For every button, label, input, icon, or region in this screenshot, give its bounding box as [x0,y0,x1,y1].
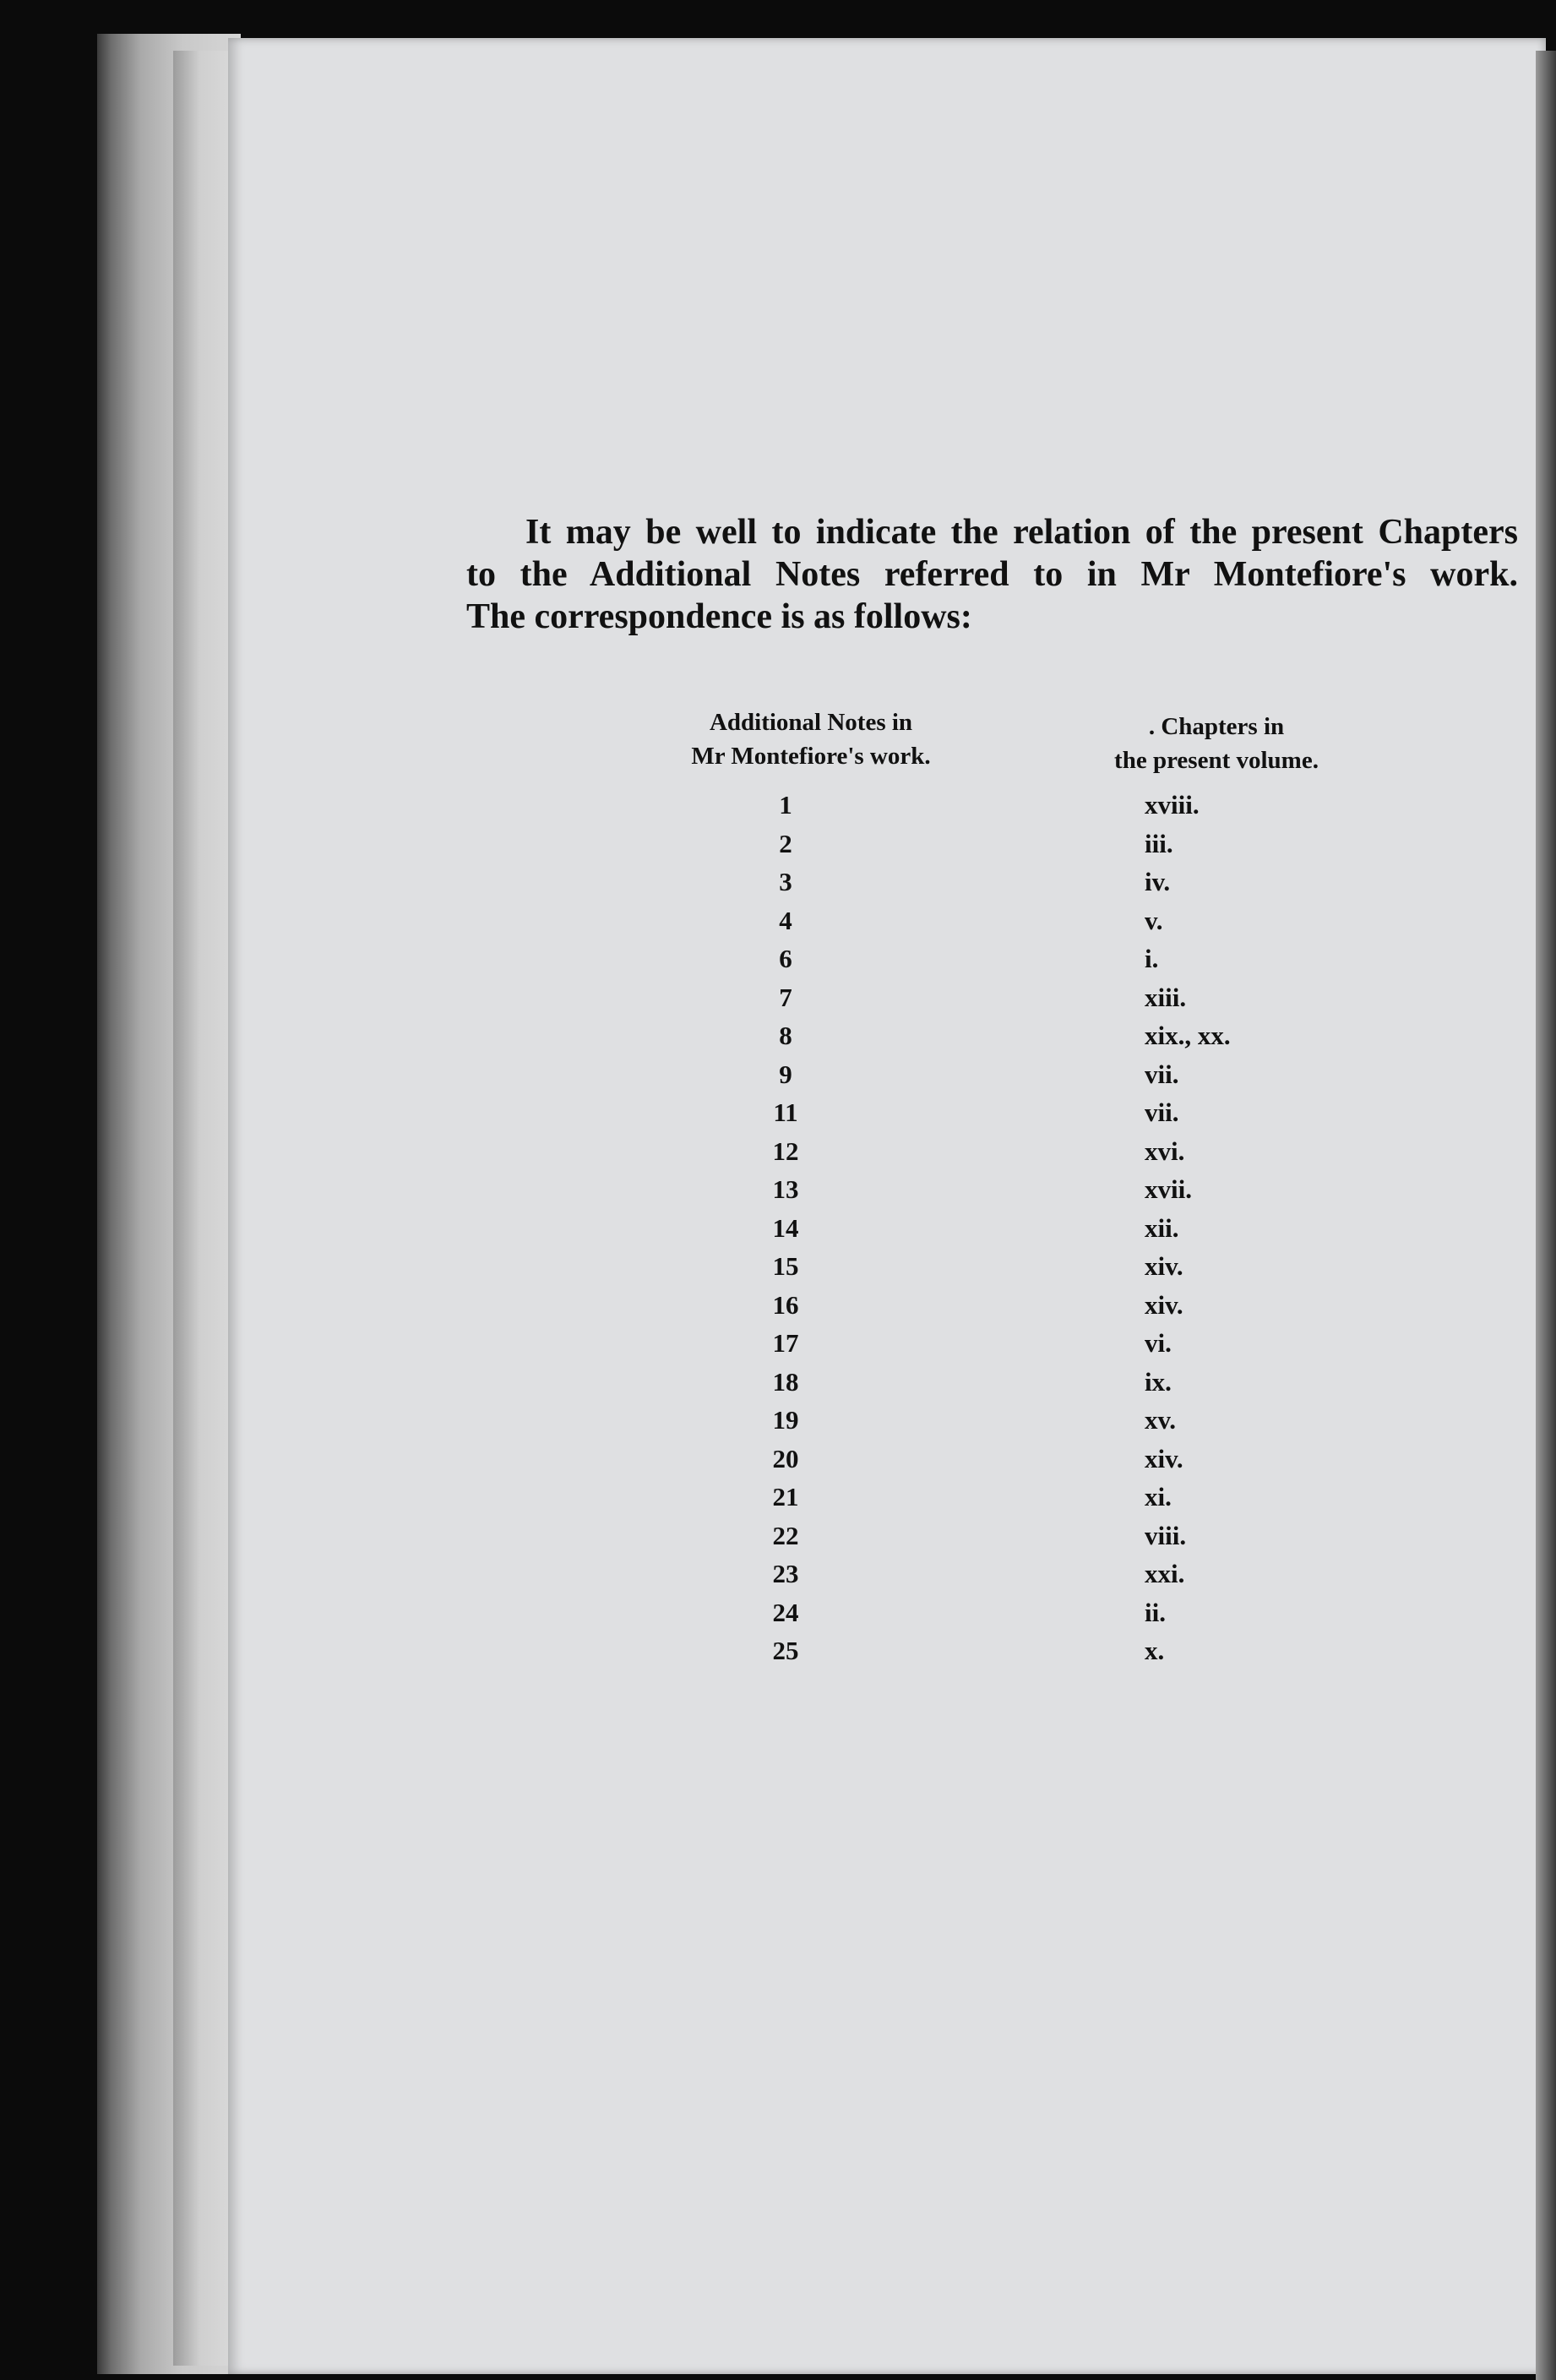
note-number: 20 [772,1443,799,1473]
table-row [0,1209,1556,1248]
column-header-left-line-1: Additional Notes in [709,709,913,736]
table-row [0,1170,1556,1209]
table-row [0,1631,1556,1670]
note-number: 1 [779,790,792,820]
chapter-reference: xvi. [1145,1136,1185,1166]
column-header-right-line-2: the present volume. [1114,747,1319,774]
note-number: 15 [772,1251,799,1281]
table-row [0,1055,1556,1094]
chapter-reference: xvii. [1145,1174,1192,1204]
chapter-reference: ix. [1145,1366,1172,1397]
chapter-reference: vii. [1145,1097,1179,1127]
note-number: 22 [772,1520,799,1550]
table-row [0,1324,1556,1363]
table-row [0,978,1556,1017]
chapter-reference: xiii. [1145,982,1187,1012]
table-row [0,1401,1556,1440]
chapter-reference: viii. [1145,1520,1187,1550]
column-header-left-line-2: Mr Montefiore's work. [691,743,931,770]
table-row [0,939,1556,978]
intro-line-1: It may be well to indicate the relation of the present Chapters [525,513,1518,552]
note-number: 17 [772,1328,799,1358]
table-row [0,1363,1556,1402]
table-row [0,901,1556,940]
note-number: 19 [772,1405,799,1435]
table-row [0,1593,1556,1632]
table-row [0,1517,1556,1555]
chapter-reference: iii. [1145,828,1173,858]
note-number: 14 [772,1212,799,1243]
table-row [0,1286,1556,1325]
table-row [0,786,1556,825]
note-number: 3 [779,867,792,896]
table-row [0,1016,1556,1055]
chapter-reference: xiv. [1145,1289,1183,1320]
note-number: 7 [779,982,792,1012]
correspondence-table [0,786,1556,1670]
table-row [0,1093,1556,1132]
table-row [0,1132,1556,1171]
table-row [0,1247,1556,1286]
chapter-reference: vi. [1145,1328,1172,1358]
chapter-reference: x. [1145,1636,1165,1665]
column-header-additional-notes [642,705,980,773]
chapter-reference: xii. [1145,1212,1179,1243]
chapter-reference: xix., xx. [1145,1021,1231,1050]
chapter-reference: xiv. [1145,1251,1183,1281]
chapter-reference: ii. [1145,1597,1166,1627]
chapter-reference: xviii. [1145,790,1200,820]
chapter-reference: vii. [1145,1059,1179,1089]
table-row [0,863,1556,901]
table-row [0,825,1556,863]
table-row [0,1555,1556,1593]
note-number: 6 [779,944,792,973]
note-number: 2 [779,828,792,858]
table-row [0,1440,1556,1479]
note-number: 4 [779,905,792,935]
chapter-reference: iv. [1145,867,1171,896]
chapter-reference: xv. [1145,1405,1177,1435]
column-header-chapters [1039,710,1394,777]
table-row [0,1478,1556,1517]
note-number: 9 [779,1059,792,1089]
chapter-reference: i. [1145,944,1159,973]
chapter-reference: xiv. [1145,1443,1183,1473]
column-header-right-line-1: . Chapters in [1148,713,1285,740]
note-number: 11 [773,1097,798,1127]
note-number: 16 [772,1289,799,1320]
note-number: 25 [772,1636,799,1665]
intro-paragraph [466,511,1518,638]
chapter-reference: xxi. [1145,1559,1185,1588]
note-number: 18 [772,1366,799,1397]
note-number: 12 [772,1136,799,1166]
note-number: 13 [772,1174,799,1204]
note-number: 24 [772,1597,799,1627]
intro-line-2: to the Additional Notes referred to in Mr Montefiore's work. [466,555,1518,594]
intro-line-3: The correspondence is as follows: [466,597,972,636]
note-number: 8 [779,1021,792,1050]
chapter-reference: xi. [1145,1482,1172,1511]
note-number: 23 [772,1559,799,1588]
chapter-reference: v. [1145,905,1163,935]
note-number: 21 [772,1482,799,1511]
